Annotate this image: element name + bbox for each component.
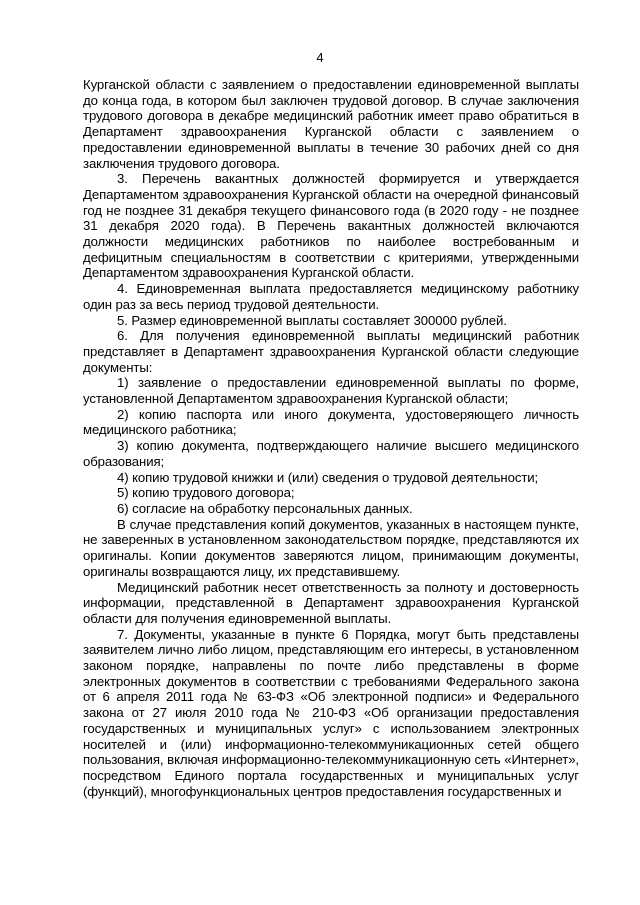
- list-item-4: 4) копию трудовой книжки и (или) сведения о трудовой деятельности;: [117, 469, 539, 485]
- paragraph-5: 6. Для получения единовременной выплаты медицинский работник представляет в Департамент здравоохранения Курганской области следующие документы:: [83, 328, 579, 375]
- list-item-3: 3) копию документа, подтверждающего наличие высшего медицинского образования;: [83, 438, 579, 469]
- page-number: 4: [316, 50, 324, 65]
- paragraph-2: 3. Перечень вакантных должностей формируется и утверждается Департаментом здравоохранения Курганской области на очередной финансовый год не позднее 31 декабря текущего финансового года (в 2020 году - не позднее 31 декабря 2020 года). В Перечень вакантных должностей включаются должности медицинских работников по наиболее востребованным и дефицитным специальностям в соответствии с критериями, утвержденными Департаментом здравоохранения Курганской области.: [83, 171, 579, 281]
- paragraph-7: 7. Документы, указанные в пункте 6 Порядка, могут быть представлены заявителем лично либо лицом, представляющим его интересы, в установленном законом порядке, направлены по почте либо представлены в форме электронных документов в соответствии с требованиями Федерального закона от 6 апреля 2011 года № 63-ФЗ «Об электронной подписи» и Федерального закона от 27 июля 2010 года № 210-ФЗ «Об организации предоставления государственных и муниципальных услуг» с использованием электронных носителей и (или) информационно-телекоммуникационных сетей общего пользования, включая информационно-телекоммуникационную сеть «Интернет», посредством Единого портала государственных и муниципальных услуг (функций), многофункциональных центров предоставления государственных и: [83, 626, 579, 799]
- list-item-6: 6) согласие на обработку персональных данных.: [117, 500, 413, 516]
- paragraph-copies: В случае представления копий документов, указанных в настоящем пункте, не заверенных в установленном законодательством порядке, представляются их оригиналы. Копии документов заверяются лицом, принимающим документы, оригиналы возвращаются лицу, их представившему.: [83, 516, 579, 579]
- paragraph-3: 4. Единовременная выплата предоставляется медицинскому работнику один раз за весь период трудовой деятельности.: [83, 281, 579, 312]
- list-item-1: 1) заявление о предоставлении единовременной выплаты по форме, установленной Департаментом здравоохранения Курганской области;: [83, 375, 579, 407]
- list-item-2: 2) копию паспорта или иного документа, удостоверяющего личность медицинского работника;: [83, 406, 579, 438]
- paragraph-1: Курганской области с заявлением о предоставлении единовременной выплаты до конца года, в котором был заключен трудовой договор. В случае заключения трудового договора в декабре медицинский работник имеет право обратиться в Департамент здравоохранения Курганской области с заявлением о предоставлении единовременной выплаты в течение 30 рабочих дней со дня заключения трудового договора.: [83, 77, 579, 171]
- paragraph-4: 5. Размер единовременной выплаты составляет 300000 рублей.: [117, 312, 507, 328]
- paragraph-responsibility: Медицинский работник несет ответственность за полноту и достоверность информации, представленной в Департамент здравоохранения Курганской области для получения единовременной выплаты.: [83, 579, 579, 626]
- document-body: [83, 77, 579, 799]
- list-item-5: 5) копию трудового договора;: [117, 485, 295, 501]
